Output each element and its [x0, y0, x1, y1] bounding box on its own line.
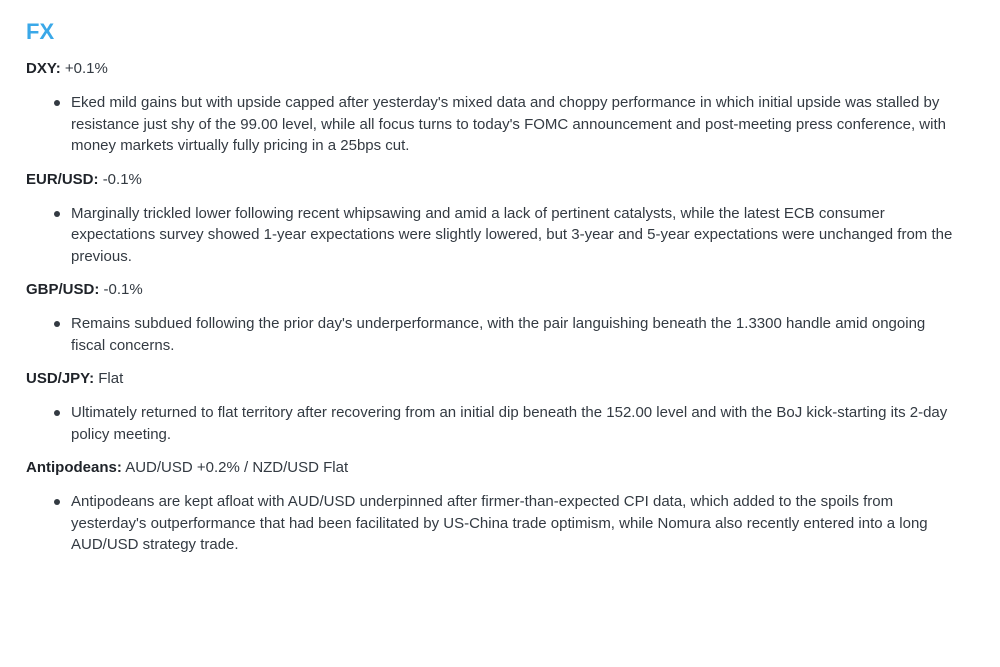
- bullet-text: Antipodeans are kept afloat with AUD/USD underpinned after firmer-than-expected CPI data, which added to the spoils from yesterday's outperformance that had been facilitated by US-China trade optimism, while Nomura also recently entered into a long AUD/USD strategy trade.: [71, 493, 928, 553]
- fx-item-gbpusd: [26, 280, 960, 356]
- bullet-dot-icon: [54, 100, 60, 106]
- fx-item-antipodeans: [26, 458, 960, 556]
- bullet-text: Ultimately returned to flat territory after recovering from an initial dip beneath the 152.00 level and with the BoJ kick-starting its 2-day policy meeting.: [71, 404, 948, 443]
- pair-line: [26, 170, 960, 190]
- pair-line: [26, 369, 960, 389]
- fx-item-usdjpy: [26, 369, 960, 445]
- bullet-item: [26, 203, 960, 268]
- pair-name: GBP/USD:: [26, 281, 100, 298]
- bullet-item: [26, 313, 960, 356]
- bullet-text: Marginally trickled lower following recent whipsawing and amid a lack of pertinent catalysts, while the latest ECB consumer expectations survey showed 1-year expectations were slightly lowered, but 3-year and 5-year expectations were unchanged from the previous.: [71, 204, 953, 265]
- bullet-item: [26, 491, 960, 556]
- bullet-list: [26, 203, 960, 268]
- pair-change: +0.1%: [64, 60, 108, 77]
- pair-line: [26, 59, 960, 79]
- fx-item-eurusd: [26, 170, 960, 268]
- pair-name: Antipodeans:: [26, 459, 122, 476]
- section-title: FX: [26, 19, 55, 44]
- bullet-dot-icon: [54, 321, 60, 327]
- pair-line: [26, 458, 960, 478]
- bullet-item: [26, 402, 960, 445]
- pair-change: AUD/USD +0.2% / NZD/USD Flat: [125, 459, 349, 476]
- bullet-dot-icon: [54, 410, 60, 416]
- bullet-list: [26, 402, 960, 445]
- bullet-list: [26, 92, 960, 157]
- bullet-item: [26, 92, 960, 157]
- bullet-list: [26, 491, 960, 556]
- bullet-text: Remains subdued following the prior day's underperformance, with the pair languishing beneath the 1.3300 handle amid ongoing fiscal concerns.: [71, 315, 926, 354]
- pair-line: [26, 280, 960, 300]
- pair-name: USD/JPY:: [26, 370, 95, 387]
- bullet-list: [26, 313, 960, 356]
- fx-item-dxy: [26, 59, 960, 157]
- bullet-dot-icon: [54, 211, 60, 217]
- pair-name: DXY:: [26, 60, 61, 77]
- bullet-text: Eked mild gains but with upside capped after yesterday's mixed data and choppy performance in which initial upside was stalled by resistance just shy of the 99.00 level, while all focus turns to today's FOMC announcement and post-meeting press conference, with money markets virtually fully pricing in a 25bps cut.: [71, 94, 946, 154]
- pair-change: -0.1%: [103, 281, 143, 298]
- pair-change: Flat: [98, 370, 124, 387]
- pair-name: EUR/USD:: [26, 170, 99, 188]
- pair-change: -0.1%: [102, 170, 142, 188]
- bullet-dot-icon: [54, 499, 60, 505]
